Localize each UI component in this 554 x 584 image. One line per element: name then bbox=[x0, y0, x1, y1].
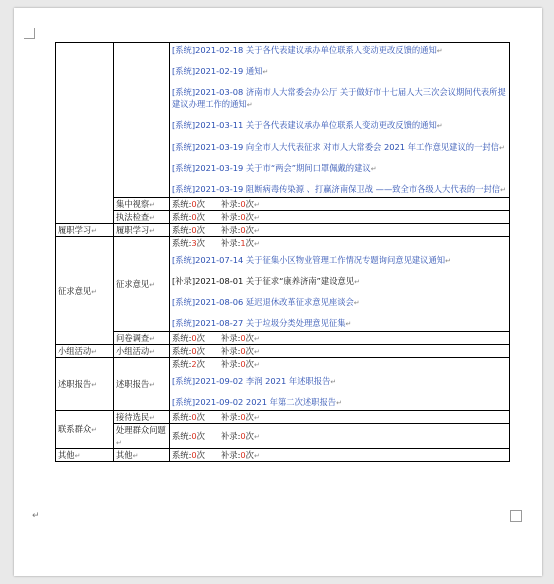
record-link[interactable]: [系统]2021-07-14 关于征集小区物业管理工作情况专题询问意见建议通知↵ bbox=[172, 254, 451, 265]
subcategory-cell: 履职学习↵ bbox=[114, 224, 170, 237]
record-link[interactable]: [系统]2021-09-02 2021 年第二次述职报告↵ bbox=[172, 396, 342, 407]
subcategory-cell: 接待选民↵ bbox=[114, 410, 170, 423]
record-link[interactable]: [补录]2021-08-01 关于征求“康养济南”建设意见↵ bbox=[172, 275, 360, 286]
subcategory-cell bbox=[114, 43, 170, 198]
table-row bbox=[56, 449, 510, 462]
count-line: 系统:2次 补录:0次↵ bbox=[172, 359, 260, 370]
record-link[interactable]: [系统]2021-02-18 关于各代表建议承办单位联系人变动更改反馈的通知↵ bbox=[172, 45, 443, 55]
count-cell: 系统:0次 补录:0次↵ bbox=[170, 449, 510, 462]
count-cell: 系统:0次 补录:0次↵ bbox=[170, 423, 510, 448]
table-row bbox=[56, 423, 510, 448]
category-cell bbox=[56, 43, 114, 224]
table-row bbox=[56, 332, 510, 345]
subcategory-cell: 问卷调查↵ bbox=[114, 332, 170, 345]
subcategory-cell: 其他↵ bbox=[114, 449, 170, 462]
category-cell: 小组活动↵ bbox=[56, 345, 114, 358]
count-cell: 系统:0次 补录:0次↵ bbox=[170, 198, 510, 211]
record-link[interactable]: [系统]2021-03-19 关于市“两会”期间口罩佩戴的建议↵ bbox=[172, 162, 377, 173]
table-row bbox=[56, 224, 510, 237]
paragraph-mark: ↵ bbox=[32, 511, 40, 521]
category-cell: 履职学习↵ bbox=[56, 224, 114, 237]
count-cell: 系统:0次 补录:0次↵ bbox=[170, 332, 510, 345]
count-line: 系统:3次 补录:1次↵ bbox=[172, 238, 260, 249]
count-cell: 系统:0次 补录:0次↵ bbox=[170, 211, 510, 224]
subcategory-cell: 集中视察↵ bbox=[114, 198, 170, 211]
category-cell: 其他↵ bbox=[56, 449, 114, 462]
table-row bbox=[56, 237, 510, 332]
subcategory-cell: 征求意见↵ bbox=[114, 237, 170, 332]
record-link[interactable]: [系统]2021-03-19 向全市人大代表征求 对市人大常委会 2021 年工作意见建议的一封信↵ bbox=[172, 141, 505, 152]
table-row bbox=[56, 198, 510, 211]
record-link[interactable]: [系统]2021-08-06 延迟退休改革征求意见座谈会↵ bbox=[172, 296, 360, 307]
subcategory-cell: 处理群众问题↵ bbox=[114, 423, 170, 448]
record-list-cell bbox=[170, 237, 510, 332]
margin-corner-mark bbox=[510, 510, 522, 522]
table-row bbox=[56, 43, 510, 198]
record-link[interactable]: [系统]2021-09-02 李润 2021 年述职报告↵ bbox=[172, 375, 337, 386]
table-row bbox=[56, 211, 510, 224]
category-cell: 述职报告↵ bbox=[56, 358, 114, 410]
activity-table bbox=[55, 42, 510, 462]
record-list-cell bbox=[170, 43, 510, 198]
record-link[interactable]: [系统]2021-08-27 关于垃圾分类处理意见征集↵ bbox=[172, 317, 352, 328]
count-cell: 系统:0次 补录:0次↵ bbox=[170, 410, 510, 423]
category-cell: 征求意见↵ bbox=[56, 237, 114, 345]
record-list-cell bbox=[170, 358, 510, 410]
table-row bbox=[56, 410, 510, 423]
category-cell: 联系群众↵ bbox=[56, 410, 114, 448]
record-link[interactable]: [系统]2021-03-08 济南市人大常委会办公厅 关于做好市十七届人大三次会议期间代表所提建议办理工作的通知↵ bbox=[172, 87, 506, 110]
record-link[interactable]: [系统]2021-03-11 关于各代表建议承办单位联系人变动更改反馈的通知↵ bbox=[172, 120, 443, 131]
count-cell: 系统:0次 补录:0次↵ bbox=[170, 345, 510, 358]
record-link[interactable]: [系统]2021-03-19 阻断病毒传染源 、打赢济南保卫战 ——致全市各级人大代表的一封信↵ bbox=[172, 183, 506, 194]
table-row bbox=[56, 358, 510, 410]
table-row bbox=[56, 345, 510, 358]
count-cell: 系统:0次 补录:0次↵ bbox=[170, 224, 510, 237]
subcategory-cell: 小组活动↵ bbox=[114, 345, 170, 358]
subcategory-cell: 述职报告↵ bbox=[114, 358, 170, 410]
subcategory-cell: 执法检查↵ bbox=[114, 211, 170, 224]
record-link[interactable]: [系统]2021-02-19 通知↵ bbox=[172, 66, 269, 77]
margin-corner-mark bbox=[24, 28, 35, 39]
